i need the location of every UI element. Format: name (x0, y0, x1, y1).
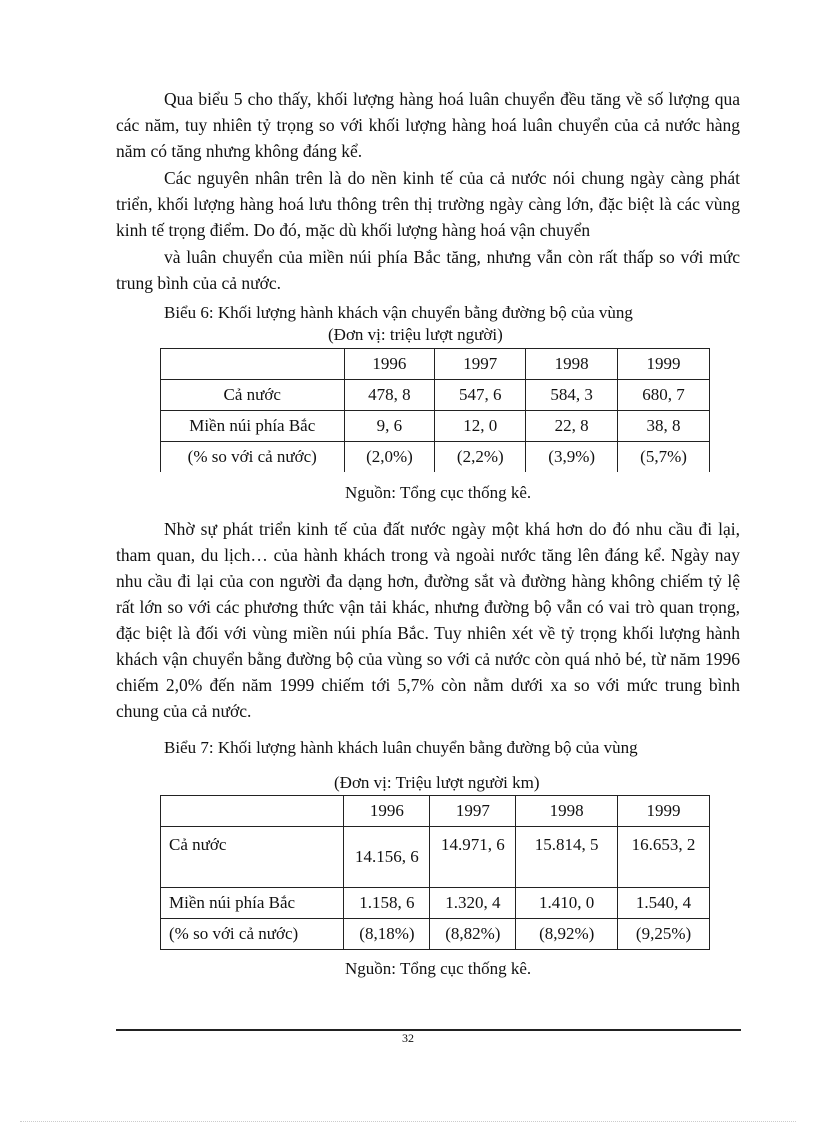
table7-header-row (161, 796, 710, 827)
table6-year: 1999 (618, 349, 710, 380)
page-edge-divider (20, 1121, 796, 1122)
table6-year: 1996 (344, 349, 435, 380)
table6-cell: 9, 6 (344, 411, 435, 442)
table7-cell: 14.156, 6 (344, 827, 430, 888)
table7-row (161, 919, 710, 950)
table6-cell: (3,9%) (526, 442, 618, 473)
table6-cell: (2,2%) (435, 442, 526, 473)
table6-cell: 38, 8 (618, 411, 710, 442)
table7-cell: (8,18%) (344, 919, 430, 950)
table6-source: Nguồn: Tổng cục thống kê. (345, 483, 532, 502)
table6-row-label: Miền núi phía Bắc (161, 411, 345, 442)
table7-cell: (8,82%) (430, 919, 516, 950)
table6-cell: 478, 8 (344, 380, 435, 411)
table7-row (161, 827, 710, 888)
table7-row-label: Miền núi phía Bắc (161, 888, 344, 919)
table6-cell: 547, 6 (435, 380, 526, 411)
table6-header-row (161, 349, 710, 380)
table7-cell: 15.814, 5 (516, 827, 618, 888)
table7-cell: 1.540, 4 (618, 888, 710, 919)
table7-year: 1996 (344, 796, 430, 827)
table7-row-label: (% so với cả nước) (161, 919, 344, 950)
table6-cell: (5,7%) (618, 442, 710, 473)
table7-cell: 1.158, 6 (344, 888, 430, 919)
table6-cell: 22, 8 (526, 411, 618, 442)
table6-caption: Biểu 6: Khối lượng hành khách vận chuyển bằng đường bộ của vùng (164, 303, 633, 322)
paragraph-4: Nhờ sự phát triển kinh tế của đất nước ngày một khá hơn do đó nhu cầu đi lại, tham quan, du lịch… của hành khách trong và ngoài nước tăng lên đáng kể. Ngày nay nhu cầu đi lại của con người đa dạng hơn, đường sắt và đường hàng không chiếm tỷ lệ rất lớn so với các phương thức vận tải khác, nhưng đường bộ vẫn có vai trò quan trọng, đặc biệt là đối với vùng miền núi phía Bắc. Tuy nhiên xét về tỷ trọng khối lượng hành khách vận chuyển bằng đường bộ của vùng so với cả nước còn quá nhỏ bé, từ năm 1996 chiếm 2,0% đến năm 1999 chiếm tới 5,7% còn nằm dưới xa so với mức trung bình chung của cả nước. (116, 519, 740, 721)
paragraph-2: Các nguyên nhân trên là do nền kinh tế của cả nước nói chung ngày càng phát triển, khối lượng hàng hoá lưu thông trên thị trường ngày càng lớn, đặc biệt là các vùng kinh tế trọng điểm. Do đó, mặc dù khối lượng hàng hoá vận chuyển (116, 168, 740, 240)
table6 (160, 348, 710, 472)
table6-row-label: (% so với cả nước) (161, 442, 345, 473)
table6-corner-cell (161, 349, 345, 380)
table7-cell: 14.971, 6 (430, 827, 516, 888)
table6-row (161, 442, 710, 473)
table7-cell: (8,92%) (516, 919, 618, 950)
table7-year: 1999 (618, 796, 710, 827)
table7-corner-cell (161, 796, 344, 827)
table6-cell: 12, 0 (435, 411, 526, 442)
table6-year: 1997 (435, 349, 526, 380)
table7-unit: (Đơn vị: Triệu lượt người km) (334, 773, 540, 792)
table7-cell: (9,25%) (618, 919, 710, 950)
table6-cell: 680, 7 (618, 380, 710, 411)
page-number: 32 (402, 1031, 414, 1045)
table7-cell: 16.653, 2 (618, 827, 710, 888)
table7-source: Nguồn: Tổng cục thống kê. (345, 959, 532, 978)
table7-row-label: Cả nước (161, 827, 344, 888)
table7-year: 1997 (430, 796, 516, 827)
paragraph-1: Qua biểu 5 cho thấy, khối lượng hàng hoá luân chuyển đều tăng về số lượng qua các năm, tuy nhiên tỷ trọng so với khối lượng hàng hoá luân chuyển của cả nước hàng năm có tăng nhưng không đáng kể. (116, 89, 740, 161)
table6-cell: 584, 3 (526, 380, 618, 411)
table6-row-label: Cả nước (161, 380, 345, 411)
table6-row (161, 380, 710, 411)
table6-unit: (Đơn vị: triệu lượt người) (328, 325, 503, 344)
table6-year: 1998 (526, 349, 618, 380)
table7-year: 1998 (516, 796, 618, 827)
table7-row (161, 888, 710, 919)
table7 (160, 795, 710, 950)
table7-cell: 1.320, 4 (430, 888, 516, 919)
table6-cell: (2,0%) (344, 442, 435, 473)
paragraph-3: và luân chuyển của miền núi phía Bắc tăng, nhưng vẫn còn rất thấp so với mức trung bình của cả nước. (116, 247, 740, 293)
table7-caption: Biểu 7: Khối lượng hành khách luân chuyển bằng đường bộ của vùng (164, 738, 638, 757)
table6-row (161, 411, 710, 442)
table7-cell: 1.410, 0 (516, 888, 618, 919)
